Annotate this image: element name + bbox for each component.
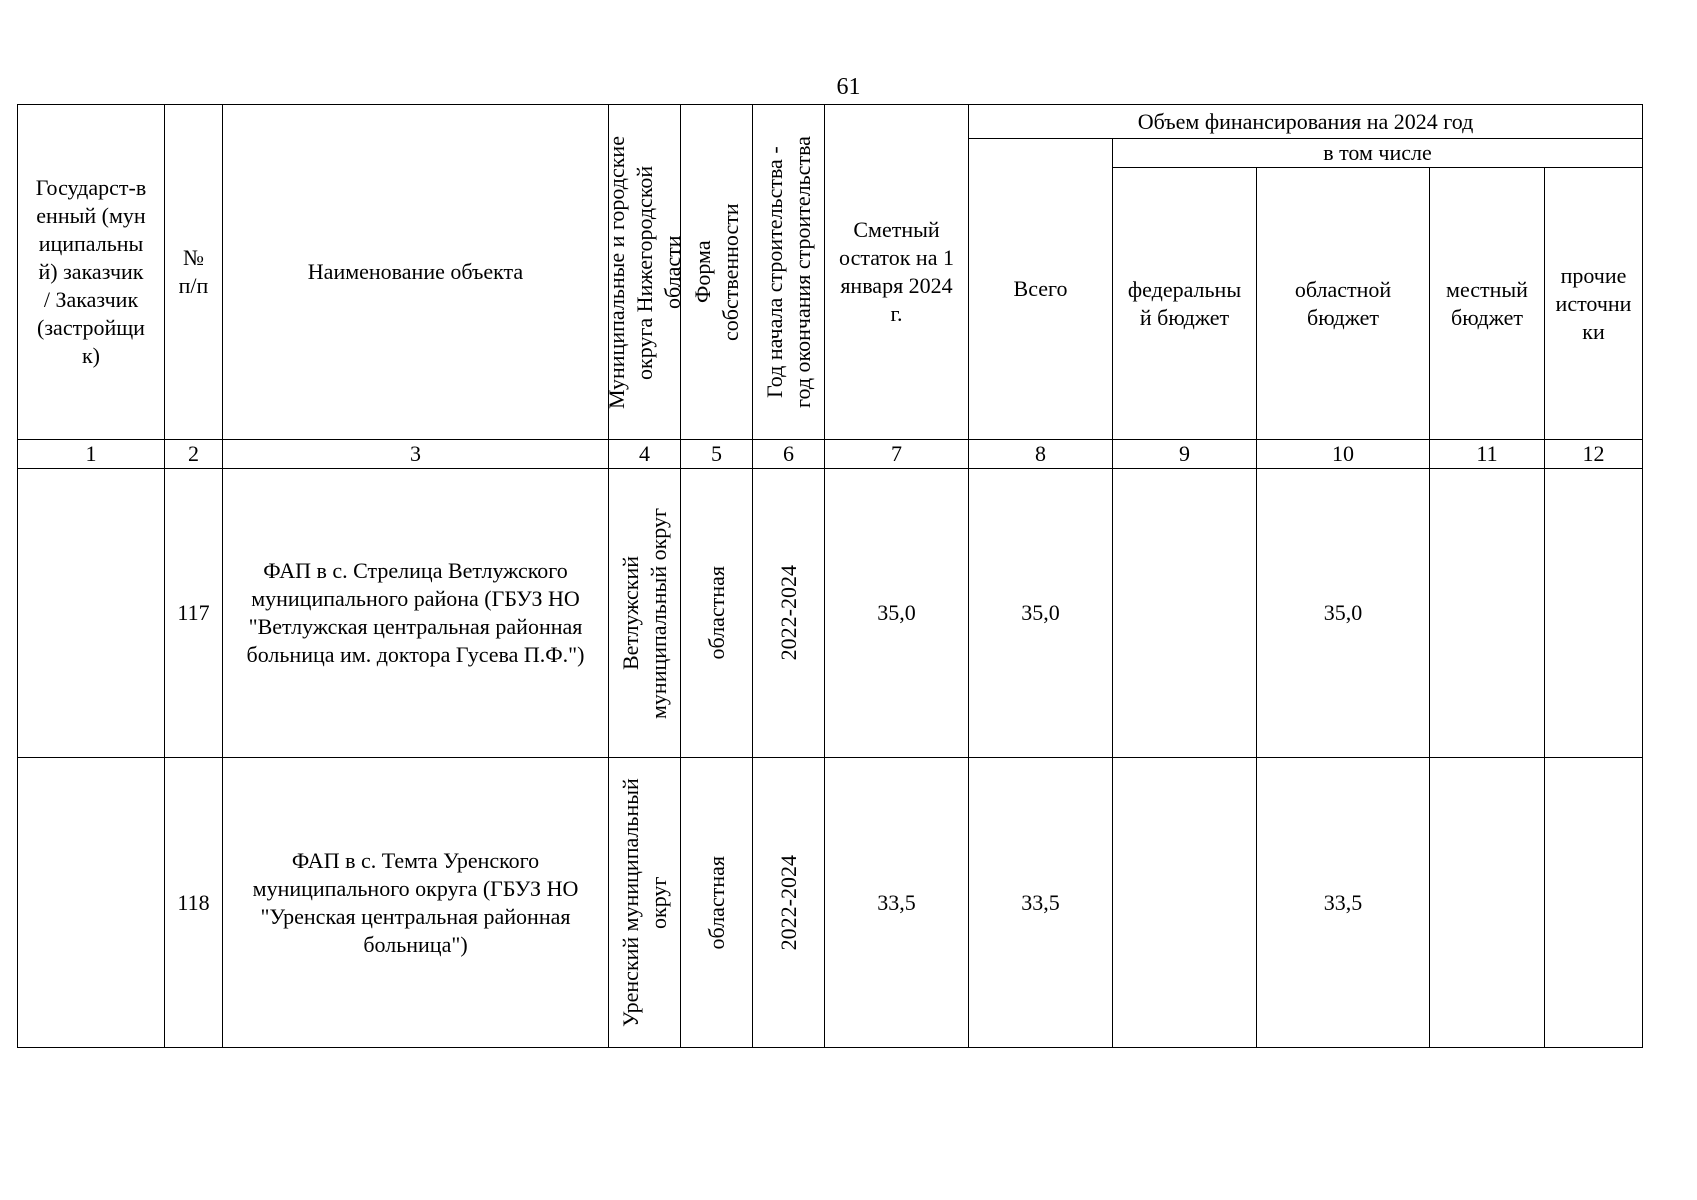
row-customer bbox=[18, 469, 165, 758]
header-ownership: Форма собственности bbox=[681, 105, 753, 440]
row-other bbox=[1545, 758, 1643, 1048]
column-number: 4 bbox=[609, 440, 681, 469]
header-customer: Государст-венный (муниципальный) заказчик / Заказчик (застройщик) bbox=[18, 105, 165, 440]
row-local bbox=[1430, 469, 1545, 758]
header-balance: Сметный остаток на 1 января 2024 г. bbox=[825, 105, 969, 440]
header-object-name: Наименование объекта bbox=[223, 105, 609, 440]
column-number: 7 bbox=[825, 440, 969, 469]
column-number: 12 bbox=[1545, 440, 1643, 469]
row-regional: 33,5 bbox=[1257, 758, 1430, 1048]
header-federal: федеральный бюджет bbox=[1113, 168, 1257, 440]
row-customer bbox=[18, 758, 165, 1048]
column-number: 5 bbox=[681, 440, 753, 469]
row-number: 117 bbox=[165, 469, 223, 758]
column-number: 11 bbox=[1430, 440, 1545, 469]
header-number: № п/п bbox=[165, 105, 223, 440]
header-including: в том числе bbox=[1113, 139, 1643, 168]
row-federal bbox=[1113, 469, 1257, 758]
row-years: 2022-2024 bbox=[753, 758, 825, 1048]
row-total: 35,0 bbox=[969, 469, 1113, 758]
row-other bbox=[1545, 469, 1643, 758]
column-number: 2 bbox=[165, 440, 223, 469]
row-district: Ветлужский муниципальный округ bbox=[609, 469, 681, 758]
row-district: Уренский муниципальный округ bbox=[609, 758, 681, 1048]
column-number: 3 bbox=[223, 440, 609, 469]
header-other: прочие источники bbox=[1545, 168, 1643, 440]
page-number: 61 bbox=[836, 74, 861, 100]
row-local bbox=[1430, 758, 1545, 1048]
row-ownership: областная bbox=[681, 758, 753, 1048]
row-regional: 35,0 bbox=[1257, 469, 1430, 758]
row-balance: 35,0 bbox=[825, 469, 969, 758]
financing-table bbox=[17, 104, 1643, 1048]
header-regional: областной бюджет bbox=[1257, 168, 1430, 440]
row-ownership: областная bbox=[681, 469, 753, 758]
row-federal bbox=[1113, 758, 1257, 1048]
column-number: 9 bbox=[1113, 440, 1257, 469]
table-row bbox=[18, 758, 1643, 1048]
row-object-name: ФАП в с. Темта Уренского муниципального округа (ГБУЗ НО "Уренская центральная районная больница") bbox=[223, 758, 609, 1048]
header-financing: Объем финансирования на 2024 год bbox=[969, 105, 1643, 139]
row-number: 118 bbox=[165, 758, 223, 1048]
column-number: 6 bbox=[753, 440, 825, 469]
header-years: Год начала строительства - год окончания строительства bbox=[753, 105, 825, 440]
column-number: 8 bbox=[969, 440, 1113, 469]
table-row bbox=[18, 469, 1643, 758]
column-number: 10 bbox=[1257, 440, 1430, 469]
column-number: 1 bbox=[18, 440, 165, 469]
header-total: Всего bbox=[969, 139, 1113, 440]
header-district: Муниципальные и городские округа Нижегородской области bbox=[609, 105, 681, 440]
row-object-name: ФАП в с. Стрелица Ветлужского муниципального района (ГБУЗ НО "Ветлужская центральная районная больница им. доктора Гусева П.Ф.") bbox=[223, 469, 609, 758]
row-balance: 33,5 bbox=[825, 758, 969, 1048]
column-number-row bbox=[18, 440, 1643, 469]
row-years: 2022-2024 bbox=[753, 469, 825, 758]
row-total: 33,5 bbox=[969, 758, 1113, 1048]
header-row-1 bbox=[18, 105, 1643, 139]
header-local: местный бюджет bbox=[1430, 168, 1545, 440]
